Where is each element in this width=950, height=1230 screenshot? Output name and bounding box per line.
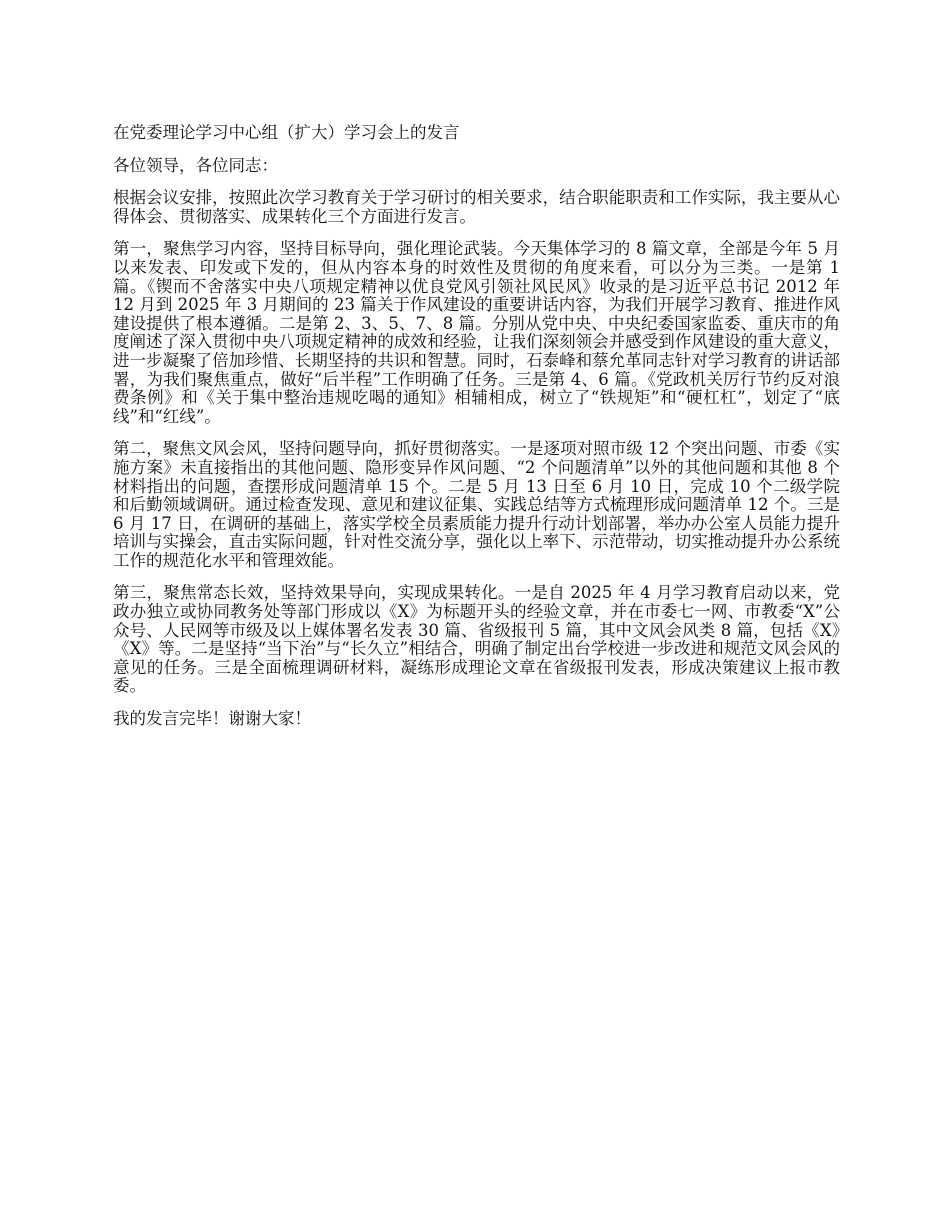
paragraph-second: 第二，聚焦文风会风，坚持问题导向，抓好贯彻落实。一是逐项对照市级 12 个突出问题、市委《实施方案》未直接指出的其他问题、隐形变异作风问题、“2 个问题清单”以外的其他问题和其他 8 个材料指出的问题，查摆形成问题清单 15 个。二是 5 月 13 日至 6 月 10 日，完成 10 个二级学院和后勤领域调研。通过检查发现、意见和建议征集、实践总结等方式梳理形成问题清单 12 个。三是 6 月 17 日，在调研的基础上，落实学校全员素质能力提升行动计划部署，举办办公室人员能力提升培训与实操会，直击实际问题，针对性交流分享，强化以上率下、示范带动，切实推动提升办公系统工作的规范化水平和管理效能。	[113, 439, 840, 570]
paragraph-third: 第三，聚焦常态长效，坚持效果导向，实现成果转化。一是自 2025 年 4 月学习教育启动以来，党政办独立或协同教务处等部门形成以《X》为标题开头的经验文章，并在市委七一网、市教委“X”公众号、人民网等市级及以上媒体署名发表 30 篇、省级报刊 5 篇，其中文风会风类 8 篇，包括《X》《X》等。二是坚持“当下治”与“长久立”相结合，明确了制定出台学校进一步改进和规范文风会风的意见的任务。三是全面梳理调研材料，凝练形成理论文章在省级报刊发表，形成决策建议上报市教委。	[113, 583, 840, 696]
document-title: 在党委理论学习中心组（扩大）学习会上的发言	[113, 123, 460, 142]
paragraph-first: 第一，聚焦学习内容，坚持目标导向，强化理论武装。今天集体学习的 8 篇文章，全部是今年 5 月以来发表、印发或下发的，但从内容本身的时效性及贯彻的角度来看，可以分为三类。一是第 1 篇。《锲而不舍落实中央八项规定精神以优良党风引领社风民风》收录的是习近平总书记 2012 年 12 月到 2025 年 3 月期间的 23 篇关于作风建设的重要讲话内容，为我们开展学习教育、推进作风建设提供了根本遵循。二是第 2、3、5、7、8 篇。分别从党中央、中央纪委国家监委、重庆市的角度阐述了深入贯彻中央八项规定精神的成效和经验，让我们深刻领会并感受到作风建设的重大意义，进一步凝聚了倍加珍惜、长期坚持的共识和智慧。同时，石泰峰和蔡允革同志针对学习教育的讲话部署，为我们聚焦重点，做好“后半程”工作明确了任务。三是第 4、6 篇。《党政机关厉行节约反对浪费条例》和《关于集中整治违规吃喝的通知》相辅相成，树立了“铁规矩”和“硬杠杠”，划定了“底线”和“红线”。	[113, 239, 840, 426]
document-page	[113, 124, 840, 743]
paragraph-intro: 根据会议安排，按照此次学习教育关于学习研讨的相关要求，结合职能职责和工作实际，我主要从心得体会、贯彻落实、成果转化三个方面进行发言。	[113, 188, 840, 226]
closing-remark: 我的发言完毕！谢谢大家！	[113, 709, 311, 729]
salutation: 各位领导，各位同志：	[113, 155, 278, 175]
